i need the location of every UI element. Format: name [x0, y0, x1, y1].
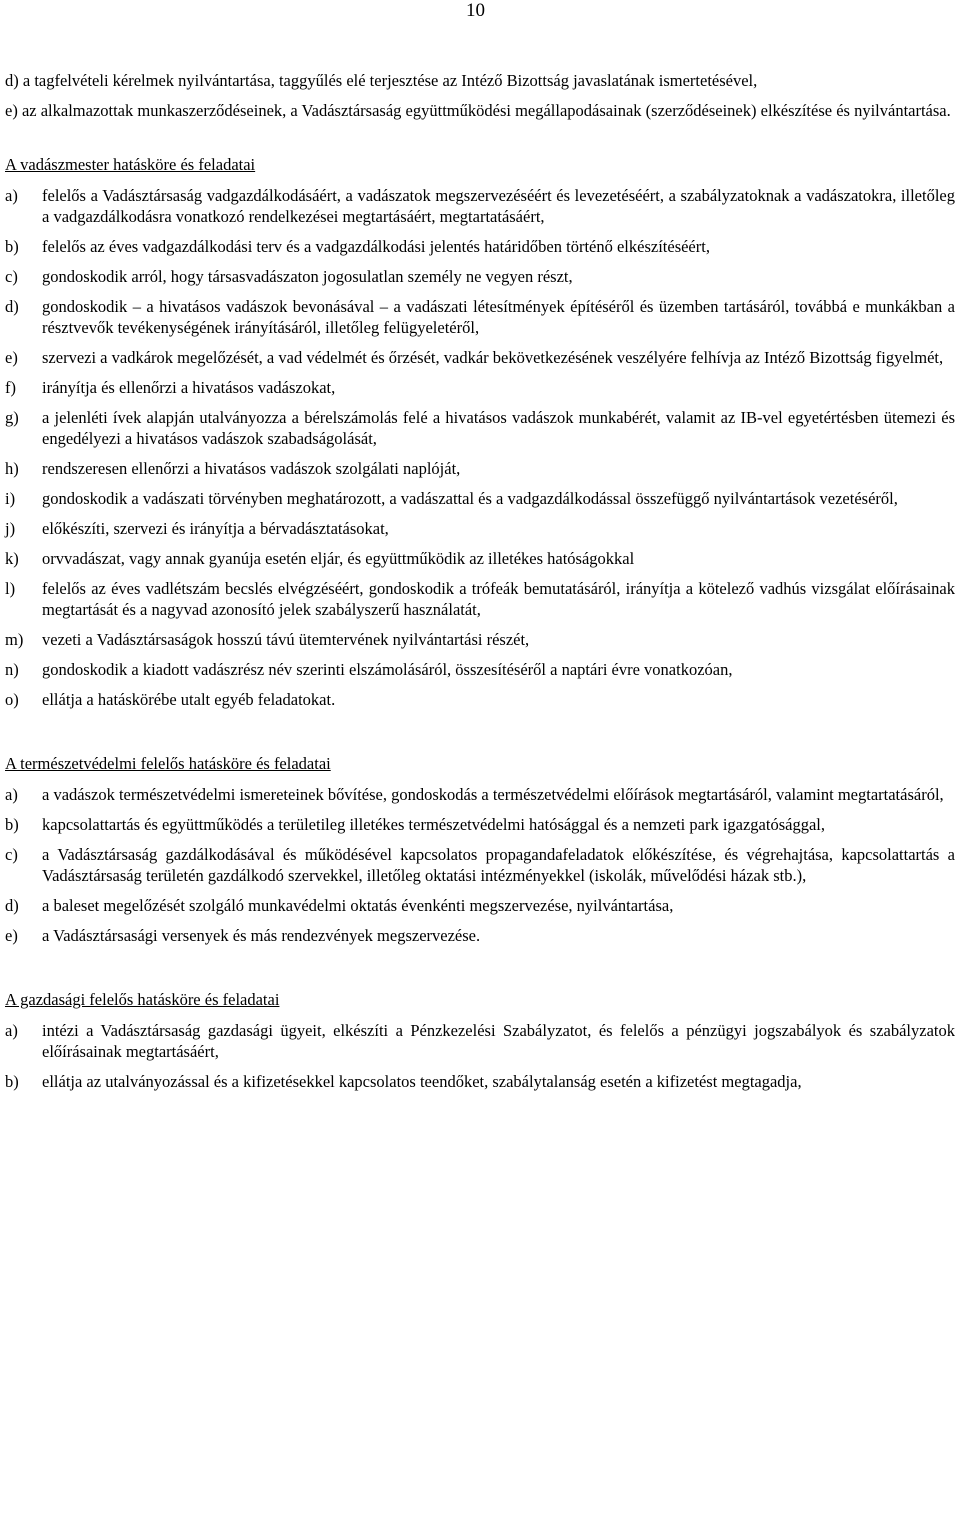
list-marker: l) [5, 579, 16, 598]
list-item [5, 814, 955, 835]
list-item-text: vezeti a Vadásztársaságok hosszú távú ütemtervének nyilvántartási részét, [42, 630, 530, 649]
list-marker: b) [5, 815, 19, 834]
list-marker: i) [5, 489, 16, 508]
list-item-text: ellátja a hatáskörébe utalt egyéb feladatokat. [42, 690, 336, 709]
list-marker: b) [5, 237, 19, 256]
list-marker: d) [5, 297, 19, 316]
list-item-text: a baleset megelőzését szolgáló munkavédelmi oktatás évenkénti megszervezése, nyilvántartása, [42, 896, 674, 915]
list-item [5, 578, 955, 620]
section-termeszetvedelmi [5, 753, 955, 946]
intro-item: e) az alkalmazottak munkaszerződéseinek, a Vadásztársaság együttműködési megállapodásainak (szerződéseinek) elkészítése és nyilvántartása. [5, 101, 951, 120]
list-item-text: intézi a Vadásztársaság gazdasági ügyeit, elkészíti a Pénzkezelési Szabályzatot, és felelős a pénzügyi jogszabályok és szabályzatok előírásainak megtartásáért, [42, 1021, 955, 1061]
list-item-text: rendszeresen ellenőrzi a hivatásos vadászok szolgálati naplóját, [42, 459, 461, 478]
list-item-text: szervezi a vadkárok megelőzését, a vad védelmét és őrzését, vadkár bekövetkezésének veszélyére felhívja az Intéző Bizottság figyelmét, [42, 348, 944, 367]
list-item-text: a vadászok természetvédelmi ismereteinek bővítése, gondoskodás a természetvédelmi előírások megtartásáról, valamint megtartatásáról, [42, 785, 944, 804]
list-item [5, 185, 955, 227]
list-item [5, 518, 955, 539]
list-item [5, 377, 955, 398]
list-marker: c) [5, 845, 18, 864]
list-marker: o) [5, 690, 19, 709]
list-item-text: felelős a Vadásztársaság vadgazdálkodásáért, a vadászatok megszervezéséért és levezetéséért, a szabályzatoknak a vadászatokra, illetőleg a vadgazdálkodásra vonatkozó rendelkezései megtartásáért, megtartatásáért, [42, 186, 955, 226]
list-item-text: előkészíti, szervezi és irányítja a bérvadásztatásokat, [42, 519, 389, 538]
list-item-text: ellátja az utalványozással és a kifizetésekkel kapcsolatos teendőket, szabálytalanság esetén a kifizetést megtagadja, [42, 1072, 802, 1091]
list-item-text: gondoskodik a kiadott vadászrész név szerinti elszámolásáról, összesítéséről a naptári évre vonatkozóan, [42, 660, 733, 679]
list-item [5, 1071, 955, 1092]
list-item-text: felelős az éves vadgazdálkodási terv és a vadgazdálkodási jelentés határidőben történő elkészítéséért, [42, 237, 710, 256]
list-marker: k) [5, 549, 19, 568]
list-marker: n) [5, 660, 19, 679]
list-item [5, 548, 955, 569]
section-heading: A természetvédelmi felelős hatásköre és feladatai [5, 754, 331, 773]
list-item [5, 236, 955, 257]
list-item [5, 659, 955, 680]
list-item-text: gondoskodik arról, hogy társasvadászaton jogosulatlan személy ne vegyen részt, [42, 267, 573, 286]
list-item [5, 488, 955, 509]
intro-item: d) a tagfelvételi kérelmek nyilvántartása, taggyűlés elé terjesztése az Intéző Bizottság javaslatának ismertetésével, [5, 71, 758, 90]
section-heading: A gazdasági felelős hatásköre és feladatai [5, 990, 280, 1009]
list-item [5, 407, 955, 449]
list-item-text: orvvadászat, vagy annak gyanúja esetén eljár, és együttműködik az illetékes hatóságokkal [42, 549, 635, 568]
list-item [5, 266, 955, 287]
list-marker: c) [5, 267, 18, 286]
list-item [5, 844, 955, 886]
list-marker: d) [5, 896, 19, 915]
intro-list [5, 70, 955, 121]
list-item [5, 689, 955, 710]
list-item [5, 347, 955, 368]
list-marker: e) [5, 348, 18, 367]
list-item-text: kapcsolattartás és együttműködés a területileg illetékes természetvédelmi hatósággal és a nemzeti park igazgatósággal, [42, 815, 825, 834]
list-item [5, 1020, 955, 1062]
list-marker: j) [5, 519, 16, 538]
list-marker: m) [5, 630, 24, 649]
list-marker: a) [5, 1021, 18, 1040]
list-marker: a) [5, 785, 18, 804]
section-vadaszmester [5, 154, 955, 710]
list-item [5, 296, 955, 338]
list-item [5, 895, 955, 916]
list-marker: a) [5, 186, 18, 205]
section-gazdasagi [5, 989, 955, 1092]
list-item [5, 784, 955, 805]
list-marker: b) [5, 1072, 19, 1091]
list-item [5, 925, 955, 946]
page-number: 10 [466, 0, 485, 21]
section-heading: A vadászmester hatásköre és feladatai [5, 155, 256, 174]
list-marker: e) [5, 926, 18, 945]
list-item-text: a jelenléti ívek alapján utalványozza a bérelszámolás felé a hivatásos vadászok munkabérét, valamit az IB-vel egyetértésben ütemezi és engedélyezi a hivatásos vadászok szabadságolását, [42, 408, 955, 448]
list-item-text: irányítja és ellenőrzi a hivatásos vadászokat, [42, 378, 336, 397]
document-body [5, 70, 955, 1101]
list-marker: h) [5, 459, 19, 478]
list-item-text: a Vadásztársasági versenyek és más rendezvények megszervezése. [42, 926, 481, 945]
list-marker: f) [5, 378, 16, 397]
list-item [5, 458, 955, 479]
list-item-text: gondoskodik – a hivatásos vadászok bevonásával – a vadászati létesítmények építéséről és üzemben tartásáról, továbbá e munkákban a résztvevők tevékenységének irányításáról, illetőleg felügyeletéről, [42, 297, 955, 337]
list-item-text: a Vadásztársaság gazdálkodásával és működésével kapcsolatos propagandafeladatok előkészítése, és végrehajtása, kapcsolattartás a Vadásztársaság területén gazdálkodó szervekkel, illetőleg oktatási intézményekkel (iskolák, művelődési házak stb.), [42, 845, 955, 885]
list-item-text: gondoskodik a vadászati törvényben meghatározott, a vadászattal és a vadgazdálkodással összefüggő nyilvántartások vezetéséről, [42, 489, 898, 508]
list-item-text: felelős az éves vadlétszám becslés elvégzéséért, gondoskodik a trófeák bemutatásáról, irányítja a kötelező vadhús vizsgálat előírásainak megtartását és a nagyvad azonosító jelek szabályszerű használatát, [42, 579, 955, 619]
list-item [5, 629, 955, 650]
list-marker: g) [5, 408, 19, 427]
